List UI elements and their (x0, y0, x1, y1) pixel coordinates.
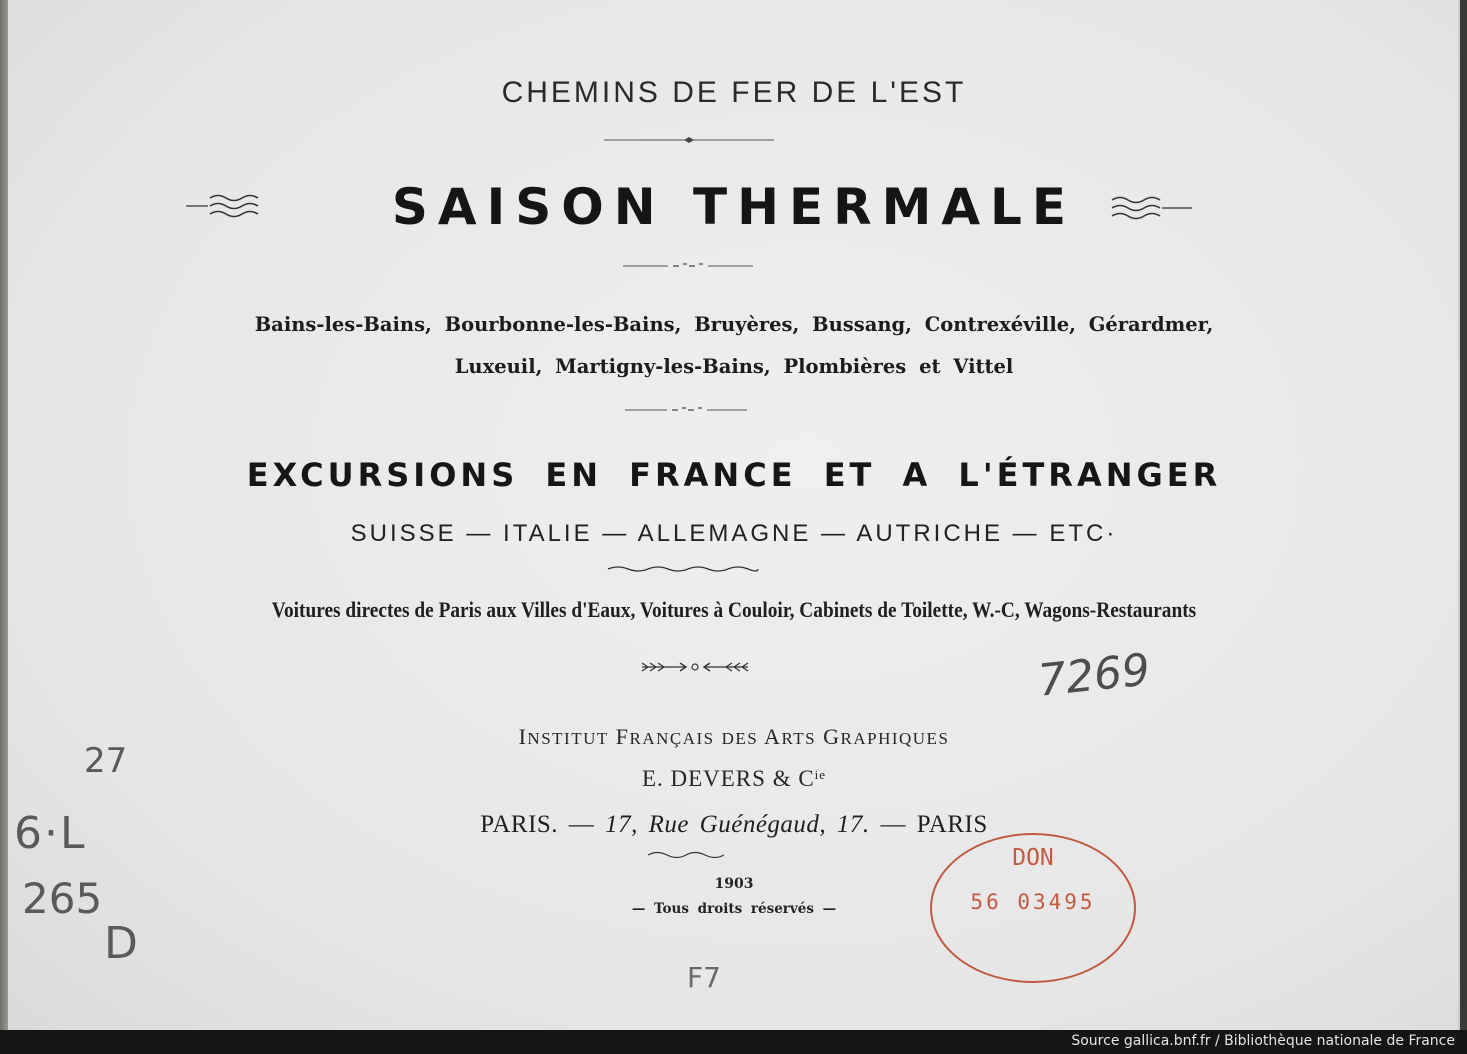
printer-initial-g: G (823, 724, 841, 749)
printer-word-raphiques: RAPHIQUES (840, 729, 950, 748)
spa-towns-line-2: Luxeuil, Martigny-les-Bains, Plombières et Vittel (454, 355, 1014, 378)
printer-word-rts: RTS (781, 729, 817, 748)
stamp-label: DON (1012, 845, 1054, 871)
address-city-right: — PARIS (869, 811, 988, 838)
page-title: SAISON THERMALE (391, 178, 1077, 236)
publisher-address (8, 811, 1460, 839)
countries-list: SUISSE — ITALIE — ALLEMAGNE — AUTRICHE — ETC· (350, 520, 1118, 547)
printer-word-rancais: RANÇAIS (629, 729, 715, 748)
printer-word-nstitut: NSTITUT (527, 729, 609, 748)
handwritten-shelfmark: 6·L (14, 808, 87, 859)
ornament-divider-top (604, 136, 774, 144)
stamp-number: 56 03495 (970, 890, 1096, 914)
ornament-divider-1 (623, 262, 753, 270)
publication-year: 1903 (714, 876, 754, 892)
handwritten-number: 7269 (1035, 644, 1153, 707)
handwritten-shelfmark-superscript: 27 (84, 741, 128, 781)
publisher-superscript: ie (814, 767, 827, 782)
waves-ornament-right (1112, 196, 1192, 228)
company-name: CHEMINS DE FER DE L'EST (501, 76, 967, 109)
publisher-name (8, 766, 1460, 792)
wavy-divider (608, 564, 758, 574)
train-services: Voitures directes de Paris aux Villes d'Eaux, Voitures à Couloir, Cabinets de Toilette, W.-C, Wagons-Restaurants (271, 597, 1197, 622)
printer-word-des: DES (721, 729, 759, 748)
address-street: 17, Rue Guénégaud, 17. (605, 811, 870, 838)
arrows-ornament (640, 660, 750, 674)
printer-name (8, 724, 1460, 750)
ornament-divider-2 (625, 406, 747, 414)
printer-initial-a: A (764, 724, 782, 749)
wavy-divider-small (648, 850, 724, 860)
handwritten-initials: F7 (687, 961, 721, 994)
spa-towns-line-1: Bains-les-Bains, Bourbonne-les-Bains, Bruyères, Bussang, Contrexéville, Gérardmer, (254, 313, 1214, 336)
title-page (8, 0, 1460, 1030)
source-credit: Source gallica.bnf.fr / Bibliothèque nationale de France (1071, 1033, 1455, 1049)
publisher-main: E. DEVERS & C (641, 766, 815, 791)
rights-notice: — Tous droits réservés — (631, 901, 837, 917)
handwritten-shelfmark-letter: D (104, 918, 138, 969)
printer-initial-i: I (518, 724, 528, 749)
printer-initial-f: F (615, 724, 630, 749)
handwritten-shelfmark-number: 265 (22, 874, 103, 923)
excursions-heading: EXCURSIONS EN FRANCE ET A L'ÉTRANGER (246, 456, 1222, 494)
library-stamp (930, 833, 1136, 983)
address-city-left: PARIS. — (480, 811, 606, 838)
